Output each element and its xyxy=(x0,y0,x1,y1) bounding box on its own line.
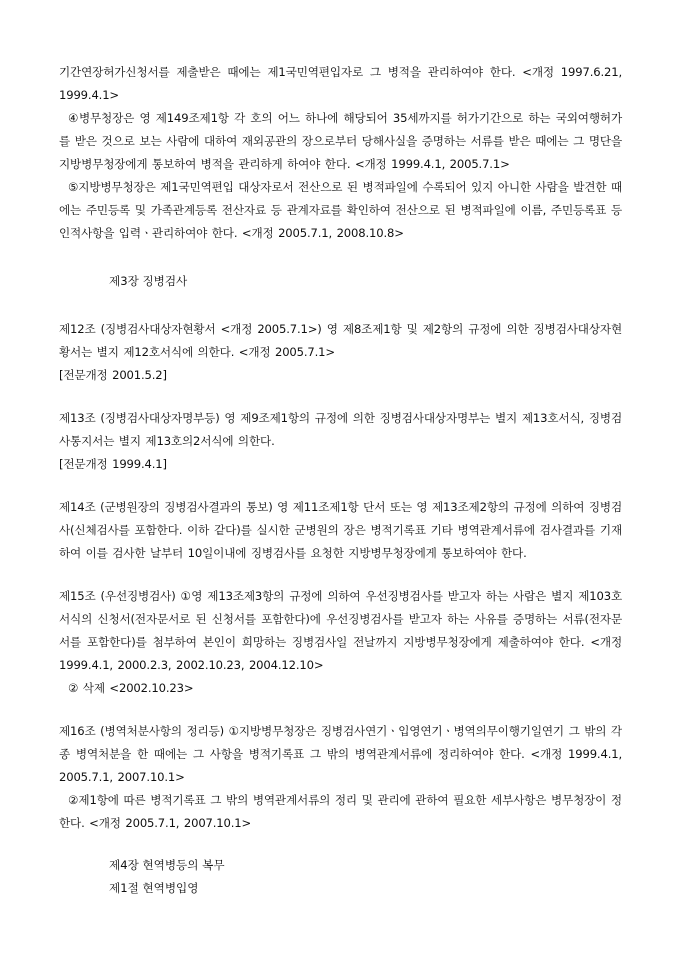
article-16-paragraph-2: ②제1항에 따른 병적기록표 그 밖의 병역관계서류의 정리 및 관리에 관하여 필요한 세부사항은 병무청장이 정한다. <개정 2005.7.1, 2007.10.1> xyxy=(59,793,622,830)
article-16: 제16조 (병역처분사항의 정리등) ①지방병무청장은 징병검사연기ㆍ입영연기ㆍ병역의무이행기일연기 그 밖의 각종 병역처분을 한 때에는 그 사항을 병적기록표 그 밖의 병역관계서류에 정리하여야 한다. <개정 1999.4.1, 2005.7.1, 2007.10.1> xyxy=(59,724,622,784)
article-15-paragraph-2: ② 삭제 <2002.10.23> xyxy=(68,681,194,695)
chapter-4-heading: 제4장 현역병등의 복무 xyxy=(109,858,225,872)
article-11-paragraph-5: ⑤지방병무청장은 제1국민역편입 대상자로서 전산으로 된 병적파일에 수록되어 있지 아니한 사람을 발견한 때에는 주민등록 및 가족관계등록 전산자료 등 관계자료를 확인하여 전산으로 된 병적파일에 이름, 주민등록표 등 인적사항을 입력ㆍ관리하여야 한다. <개정 2005.7.1, 2008.10.8> xyxy=(59,180,622,240)
section-1-heading: 제1절 현역병입영 xyxy=(109,881,199,895)
article-13: 제13조 (징병검사대상자명부등) 영 제9조제1항의 규정에 의한 징병검사대상자명부는 별지 제13호서식, 징병검사통지서는 별지 제13호의2서식에 의한다. xyxy=(59,411,622,448)
article-15: 제15조 (우선징병검사) ①영 제13조제3항의 규정에 의하여 우선징병검사를 받고자 하는 사람은 별지 제103호서식의 신청서(전자문서로 된 신청서를 포함한다)에 우선징병검사를 받고자 하는 사유를 증명하는 서류(전자문서를 포함한다)를 첨부하여 본인이 희망하는 징병검사일 전날까지 지방병무청장에게 제출하여야 한다. <개정 1999.4.1, 2000.2.3, 2002.10.23, 2004.12.10> xyxy=(59,589,622,672)
article-12-note: [전문개정 2001.5.2] xyxy=(59,368,167,382)
chapter-3-heading: 제3장 징병검사 xyxy=(109,274,188,288)
article-11-continuation: 기간연장허가신청서를 제출받은 때에는 제1국민역편입자로 그 병적을 관리하여야 한다. <개정 1997.6.21, 1999.4.1> xyxy=(59,65,622,102)
article-13-note: [전문개정 1999.4.1] xyxy=(59,457,167,471)
article-14: 제14조 (군병원장의 징병검사결과의 통보) 영 제11조제1항 단서 또는 영 제13조제2항의 규정에 의하여 징병검사(신체검사를 포함한다. 이하 같다)를 실시한 군병원의 장은 병적기록표 기타 병역관계서류에 검사결과를 기재하여 이를 검사한 날부터 10일이내에 징병검사를 요청한 지방병무청장에게 통보하여야 한다. xyxy=(59,500,622,560)
article-12: 제12조 (징병검사대상자현황서 <개정 2005.7.1>) 영 제8조제1항 및 제2항의 규정에 의한 징병검사대상자현황서는 별지 제12호서식에 의한다. <개정 2005.7.1> xyxy=(59,322,622,359)
article-11-paragraph-4: ④병무청장은 영 제149조제1항 각 호의 어느 하나에 해당되어 35세까지를 허가기간으로 하는 국외여행허가를 받은 것으로 보는 사람에 대하여 재외공관의 장으로부터 당해사실을 증명하는 서류를 받은 때에는 그 명단을 지방병무청장에게 통보하여 병적을 관리하게 하여야 한다. <개정 1999.4.1, 2005.7.1> xyxy=(59,111,622,171)
